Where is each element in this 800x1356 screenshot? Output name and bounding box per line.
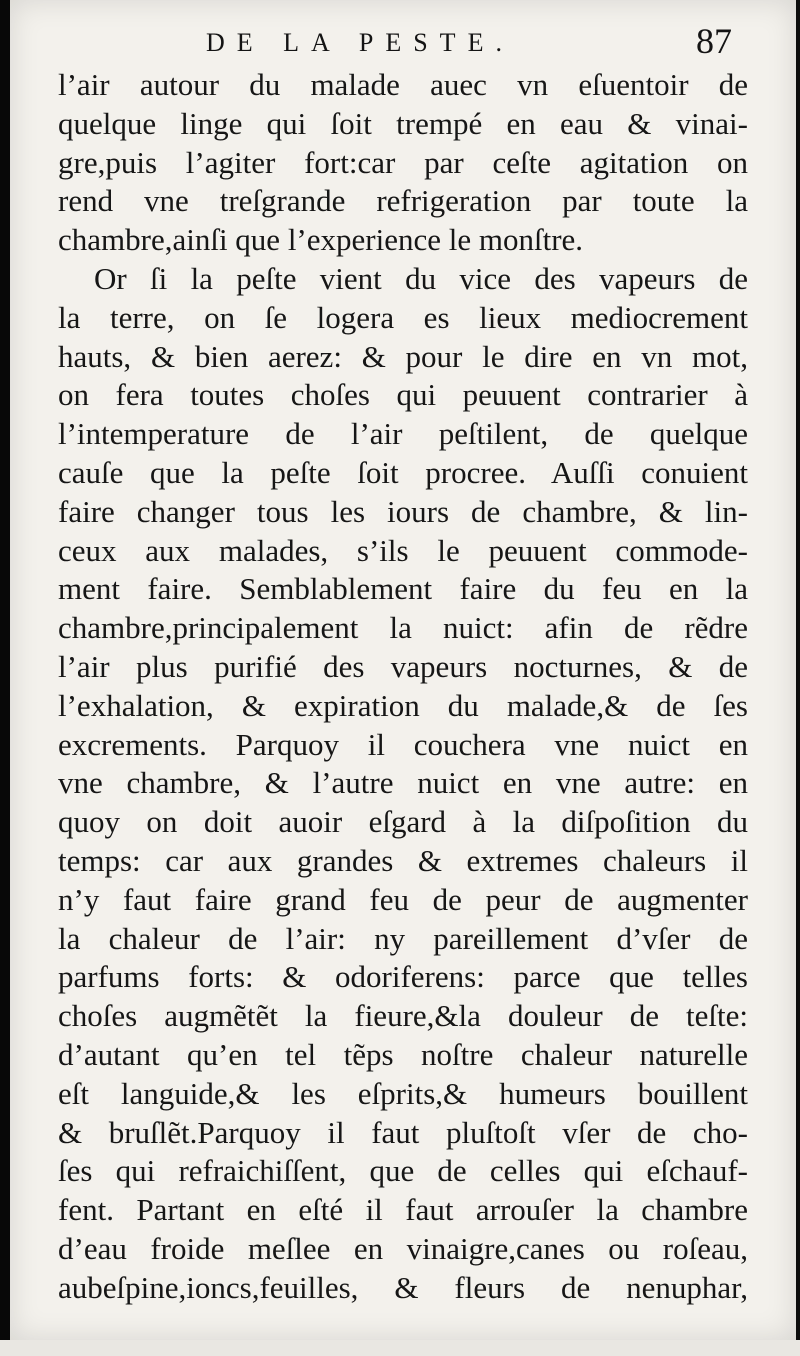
text-line: on fera toutes choſes qui peuuent contrarier à <box>58 377 748 413</box>
text-line: l’air plus purifié des vapeurs nocturnes, & de <box>58 648 748 684</box>
text-line: l’air autour du malade auec vn eſuentoir de <box>58 67 748 102</box>
text-line: d’eau froide meſlee en vinaigre,canes ou roſeau, <box>58 1230 748 1266</box>
text-line: la terre, on ſe logera es lieux mediocrement <box>58 299 748 335</box>
page-header <box>10 22 796 62</box>
text-line: hauts, & bien aerez: & pour le dire en vn mot, <box>58 338 748 374</box>
body-text <box>58 66 748 1308</box>
text-line: choſes augmẽtẽt la fieure,&la douleur de teſte: <box>58 998 748 1034</box>
text-line: rend vne treſgrande refrigeration par toute la <box>58 183 748 219</box>
text-line: n’y faut faire grand feu de peur de augmenter <box>58 881 748 917</box>
book-page <box>10 0 796 1340</box>
text-line: d’autant qu’en tel tẽps noſtre chaleur naturelle <box>58 1036 748 1072</box>
scan-border <box>0 0 10 1340</box>
text-line: la chaleur de l’air: ny pareillement d’vſer de <box>58 920 748 956</box>
text-line: excrements. Parquoy il couchera vne nuict en <box>58 726 748 762</box>
running-title: DE LA PESTE. <box>206 28 514 57</box>
text-line: quoy on doit auoir eſgard à la diſpoſition du <box>58 804 748 840</box>
text-line: aubeſpine,ioncs,feuilles, & fleurs de nenuphar, <box>58 1269 748 1305</box>
text-line: fent. Partant en eſté il faut arrouſer la chambre <box>58 1192 748 1228</box>
text-line: ceux aux malades, s’ils le peuuent commode- <box>58 532 748 568</box>
text-line: ſes qui refraichiſſent, que de celles qui eſchauf- <box>58 1153 748 1189</box>
text-line: chambre,principalement la nuict: afin de rẽdre <box>58 610 748 646</box>
text-line: eſt languide,& les eſprits,& humeurs bouillent <box>58 1075 748 1111</box>
text-line: l’intemperature de l’air peſtilent, de quelque <box>58 416 748 452</box>
text-line: chambre,ainſi que l’experience le monſtre. <box>58 222 584 258</box>
text-line: l’exhalation, & expiration du malade,& de ſes <box>58 687 748 723</box>
text-line: parfums forts: & odoriferens: parce que telles <box>58 959 748 995</box>
text-line: vne chambre, & l’autre nuict en vne autre: en <box>58 765 748 801</box>
page-number: 87 <box>696 21 732 61</box>
text-line: Or ſi la peſte vient du vice des vapeurs de <box>94 260 748 296</box>
text-line: gre,puis l’agiter fort:car par ceſte agitation on <box>58 144 748 180</box>
text-line: faire changer tous les iours de chambre, & lin- <box>58 493 748 529</box>
text-line: ment faire. Semblablement faire du feu en la <box>58 571 748 607</box>
text-line: cauſe que la peſte ſoit procree. Auſſi conuient <box>58 454 748 490</box>
text-line: & bruſlẽt.Parquoy il faut pluſtoſt vſer de cho- <box>58 1114 748 1150</box>
text-line: temps: car aux grandes & extremes chaleurs il <box>58 842 748 878</box>
text-line: quelque linge qui ſoit trempé en eau & vinai- <box>58 105 748 141</box>
scan-bottom-margin <box>0 1340 800 1356</box>
